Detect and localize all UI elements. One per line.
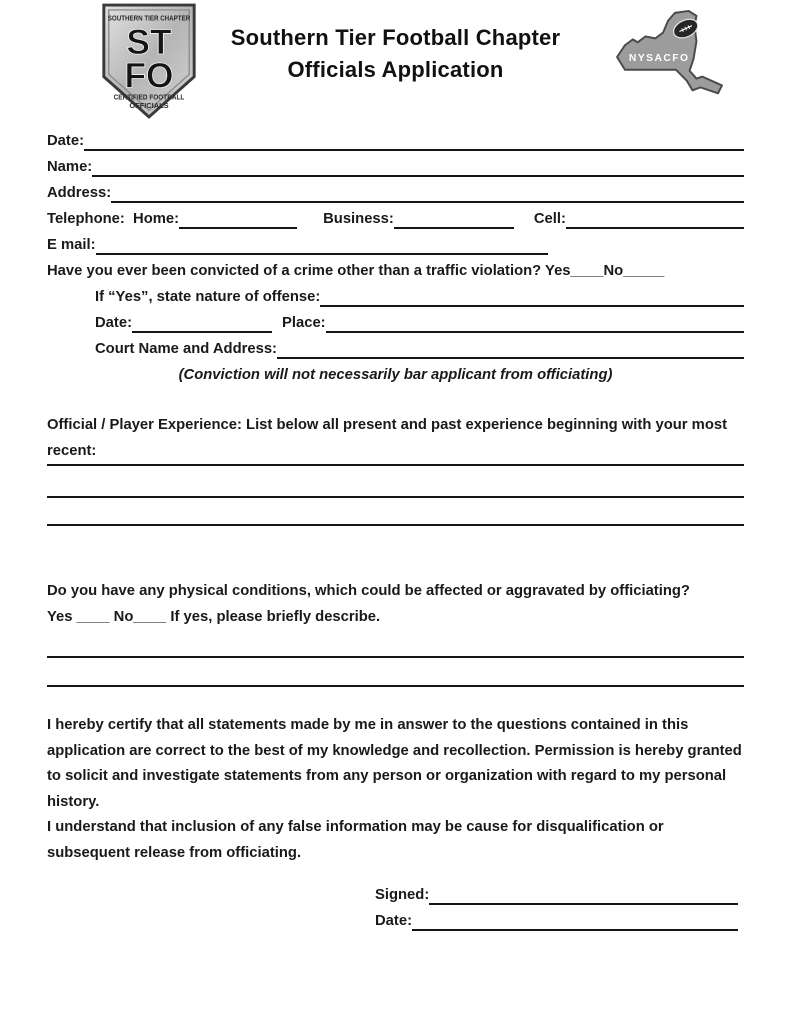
court-label: Court Name and Address: xyxy=(95,341,277,357)
form-body xyxy=(0,128,791,934)
signature-date-label: Date: xyxy=(375,913,412,929)
physical-write-line-2[interactable] xyxy=(47,685,744,687)
nysacfo-state-logo xyxy=(611,8,729,106)
address-label: Address: xyxy=(47,185,112,201)
shield-footer-line1: CERTIFIED FOOTBALL xyxy=(113,92,185,102)
cell-label: Cell: xyxy=(533,211,566,227)
certification-paragraph-1: I hereby certify that all statements made by me in answer to the questions contained in this application are correct to the best of my knowledge and recollection. Permission is hereby granted to solicit and investigate statements from any person or organization with regard to my personal history. xyxy=(47,717,742,810)
email-field-row xyxy=(47,232,744,258)
offense-write-line[interactable] xyxy=(320,291,744,307)
place-label: Place: xyxy=(282,315,326,331)
address-write-line[interactable] xyxy=(111,187,744,203)
certification-section xyxy=(47,713,744,866)
signature-section xyxy=(47,882,744,934)
place-write-line[interactable] xyxy=(326,317,744,333)
cell-phone-write-line[interactable] xyxy=(566,213,744,229)
business-label: Business: xyxy=(323,211,394,227)
email-label: E mail: xyxy=(47,237,96,253)
name-label: Name: xyxy=(47,159,93,175)
date-label: Date: xyxy=(47,133,84,149)
offense-label: If “Yes”, state nature of offense: xyxy=(95,289,321,305)
physical-question: Do you have any physical conditions, which could be affected or aggravated by officiating? xyxy=(47,583,690,599)
signed-field-row xyxy=(375,882,744,908)
signature-date-field-row xyxy=(375,908,744,934)
form-header xyxy=(0,0,791,128)
conviction-date-place-row xyxy=(47,310,744,336)
signed-write-line[interactable] xyxy=(429,889,738,905)
experience-write-line-3[interactable] xyxy=(47,524,744,526)
shield-footer-line2: OFFICIALS xyxy=(129,101,169,111)
signature-date-write-line[interactable] xyxy=(412,915,738,931)
name-write-line[interactable] xyxy=(92,161,744,177)
conviction-question: Have you ever been convicted of a crime other than a traffic violation? Yes____No_____ xyxy=(47,263,665,279)
email-write-line[interactable] xyxy=(96,239,548,255)
form-title-line2: Officials Application xyxy=(287,57,504,82)
experience-prompt: Official / Player Experience: List below all present and past experience beginning with your most recent: xyxy=(47,417,728,459)
certification-paragraph-2: I understand that inclusion of any false information may be cause for disqualification or subsequent release from officiating. xyxy=(47,819,664,861)
court-write-line[interactable] xyxy=(277,343,744,359)
offense-field-row xyxy=(47,284,744,310)
conviction-date-write-line[interactable] xyxy=(132,317,272,333)
telephone-field-row xyxy=(47,206,744,232)
physical-write-line-1[interactable] xyxy=(47,656,744,658)
business-phone-write-line[interactable] xyxy=(394,213,514,229)
experience-write-line-1[interactable] xyxy=(47,464,744,466)
shield-banner-text: SOUTHERN TIER CHAPTER xyxy=(107,13,191,23)
telephone-home-label: Telephone: Home: xyxy=(47,211,180,227)
experience-section xyxy=(47,412,744,526)
shield-monogram-st: ST xyxy=(126,23,172,63)
physical-answer-line: Yes ____ No____ If yes, please briefly describe. xyxy=(47,609,381,625)
physical-section xyxy=(47,578,744,687)
signed-label: Signed: xyxy=(375,887,430,903)
shield-monogram-fo: FO xyxy=(124,56,174,96)
address-field-row xyxy=(47,180,744,206)
home-phone-write-line[interactable] xyxy=(179,213,297,229)
conviction-note: (Conviction will not necessarily bar applicant from officiating) xyxy=(178,367,613,383)
experience-write-line-2[interactable] xyxy=(47,496,744,498)
name-field-row xyxy=(47,154,744,180)
form-title-line1: Southern Tier Football Chapter xyxy=(230,25,561,50)
nysacfo-text: NYSACFO xyxy=(628,52,690,64)
date-field-row xyxy=(47,128,744,154)
conviction-date-label: Date: xyxy=(95,315,132,331)
court-field-row xyxy=(47,336,744,362)
conviction-question-row xyxy=(47,258,744,284)
date-write-line[interactable] xyxy=(84,135,744,151)
